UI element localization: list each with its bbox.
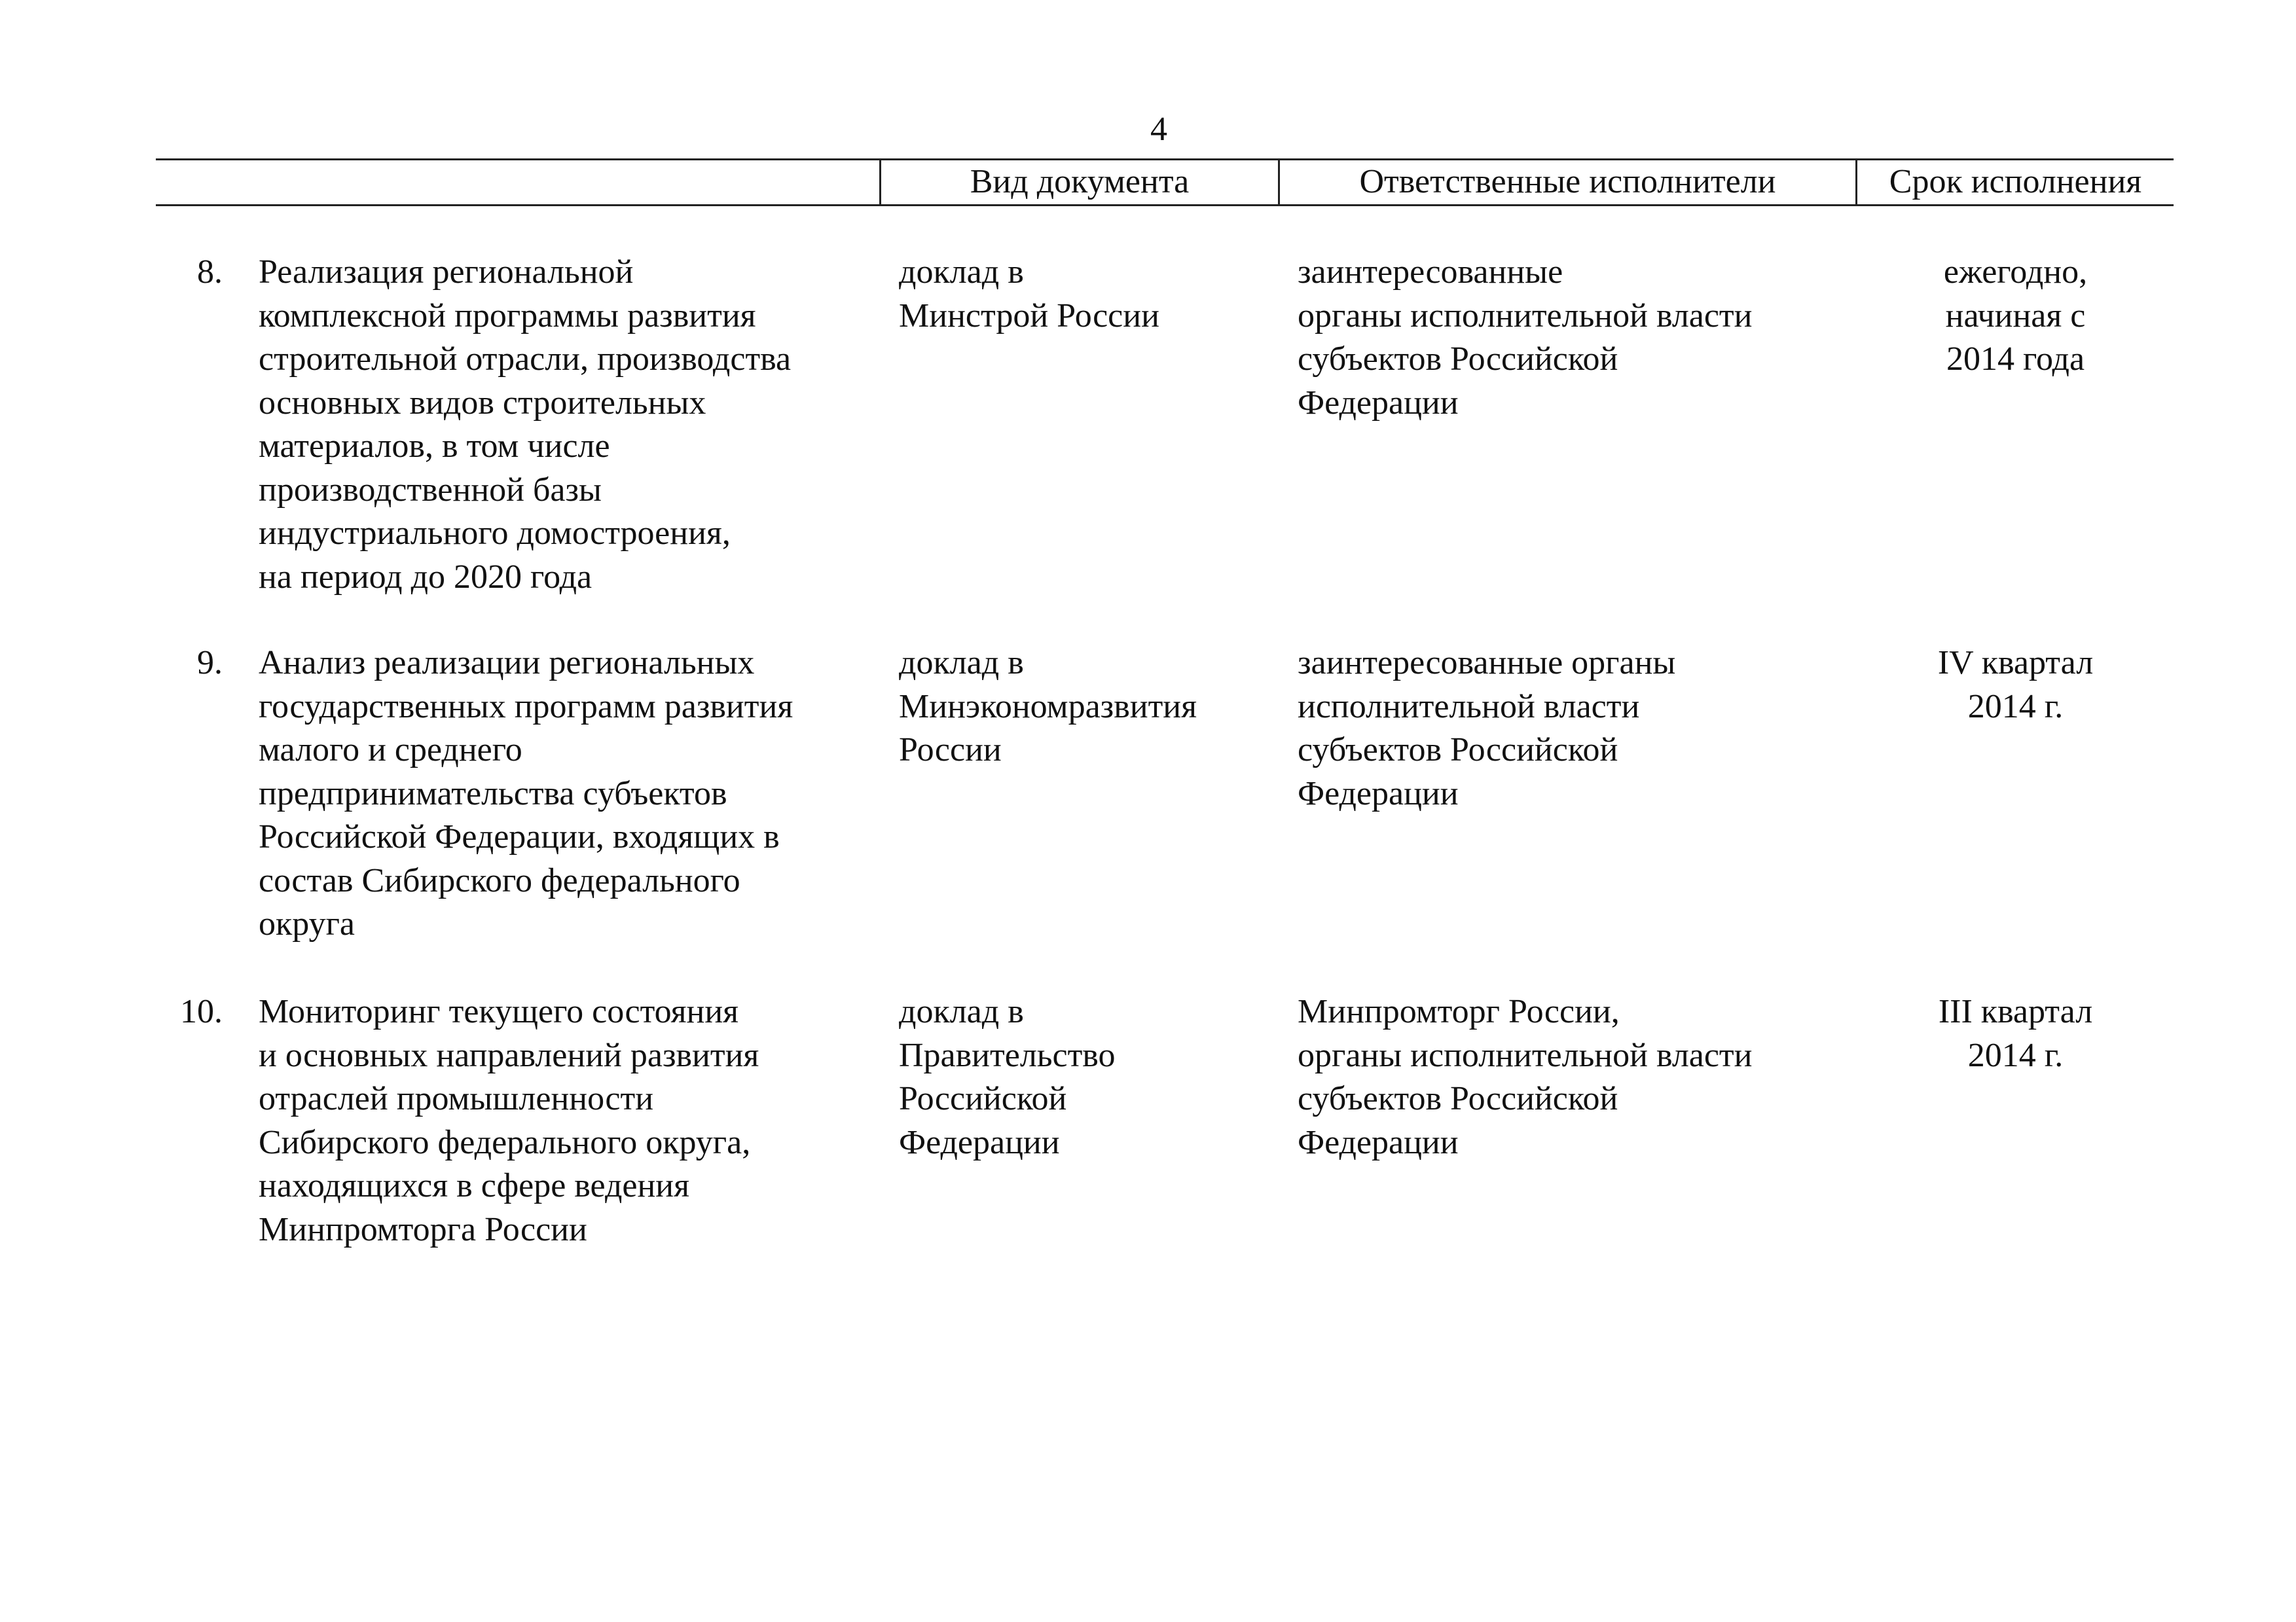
row-doc-type: доклад в Минэкономразвития России [899, 644, 1197, 768]
column-header-deadline: Срок исполнения [1889, 163, 2142, 200]
row-deadline: ежегодно, начиная с 2014 года [1943, 253, 2088, 378]
row-deadline: III квартал 2014 г. [1938, 993, 2093, 1074]
row-responsible: Минпромторг России, органы исполнительной власти субъектов Российской Федерации [1298, 993, 1753, 1161]
row-deadline: IV квартал 2014 г. [1937, 644, 2094, 725]
row-number: 9. [197, 644, 223, 681]
row-responsible: заинтересованные органы исполнительной власти субъектов Российской Федерации [1298, 253, 1753, 422]
table-header-bottom-rule [156, 204, 2174, 206]
column-header-responsible: Ответственные исполнители [1359, 163, 1776, 200]
row-doc-type: доклад в Минстрой России [899, 253, 1159, 334]
row-doc-type: доклад в Правительство Российской Федерации [899, 993, 1116, 1161]
column-header-doc-type: Вид документа [970, 163, 1190, 200]
row-responsible: заинтересованные органы исполнительной власти субъектов Российской Федерации [1298, 644, 1676, 812]
row-measure: Реализация региональной комплексной программы развития строительной отрасли, производства основных видов строительных материалов, в том числе производственной базы индустриального домостроения, на период до 2020 года [259, 253, 792, 596]
row-measure: Мониторинг текущего состояния и основных направлений развития отраслей промышленности Сибирского федерального округа, находящихся в сфере ведения Минпромторга России [259, 993, 759, 1248]
row-number: 10. [180, 993, 223, 1030]
row-measure: Анализ реализации региональных государственных программ развития малого и среднего предпринимательства субъектов Российской Федерации, входящих в состав Сибирского федерального округа [259, 644, 793, 943]
row-number: 8. [197, 253, 223, 291]
page-number: 4 [1150, 111, 1167, 148]
